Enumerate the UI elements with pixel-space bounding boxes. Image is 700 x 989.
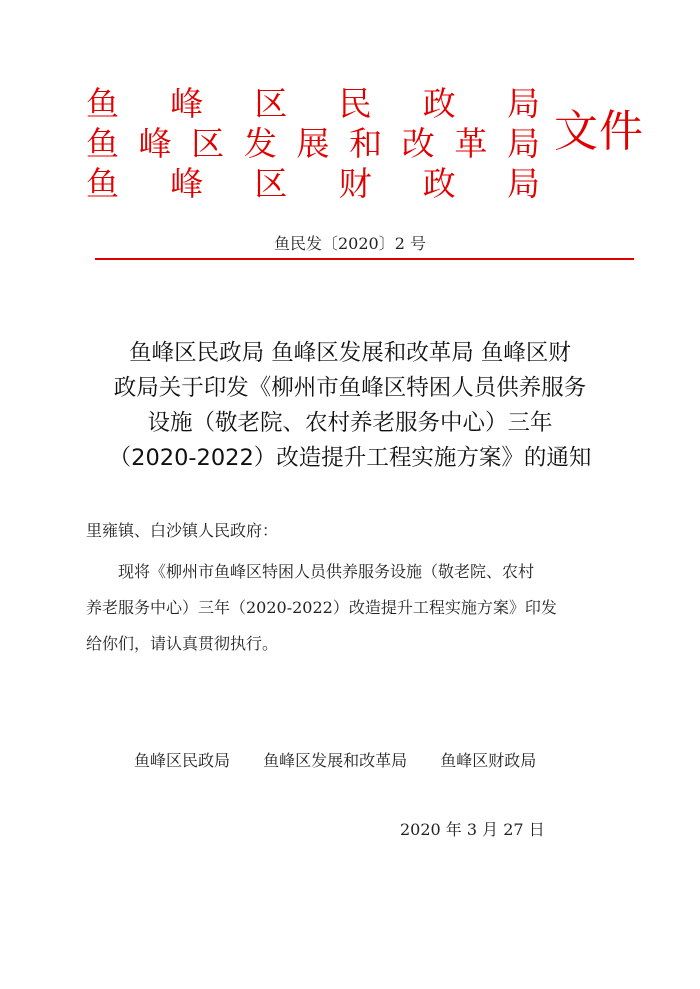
issuer-development-reform-bureau: 鱼 峰 区 发 展 和 改 革 局 — [86, 124, 540, 163]
signatory-list — [134, 748, 536, 774]
document-header — [86, 84, 651, 209]
recipient-line: 里雍镇、白沙镇人民政府： — [86, 521, 279, 540]
title-line: （2020-2022）改造提升工程实施方案》的通知 — [108, 445, 592, 471]
issuer-civil-affairs-bureau: 鱼 峰 区 民 政 局 — [86, 84, 540, 123]
document-number: 鱼民发〔2020〕2 号 — [274, 234, 426, 253]
title-line: 政局关于印发《柳州市鱼峰区特困人员供养服务 — [113, 375, 587, 401]
file-label: 文件 — [554, 106, 644, 157]
body-line: 现将《柳州市鱼峰区特困人员供养服务设施（敬老院、农村 — [86, 562, 535, 581]
signatory-development-reform: 鱼峰区发展和改革局 — [263, 751, 408, 770]
signatory-finance: 鱼峰区财政局 — [440, 751, 537, 770]
title-line: 鱼峰区民政局 鱼峰区发展和改革局 鱼峰区财 — [129, 340, 571, 366]
body-line: 给你们，请认真贯彻执行。 — [86, 634, 279, 653]
body-paragraph — [86, 554, 626, 662]
issuer-finance-bureau: 鱼 峰 区 财 政 局 — [86, 164, 540, 203]
red-divider-line — [95, 258, 634, 260]
signatory-civil-affairs: 鱼峰区民政局 — [134, 751, 231, 770]
document-date: 2020 年 3 月 27 日 — [400, 820, 545, 839]
body-line: 养老服务中心）三年（2020-2022）改造提升工程实施方案》印发 — [86, 598, 557, 617]
issuer-list — [86, 84, 540, 204]
title-line: 设施（敬老院、农村养老服务中心）三年 — [147, 410, 553, 436]
document-title — [70, 336, 630, 476]
